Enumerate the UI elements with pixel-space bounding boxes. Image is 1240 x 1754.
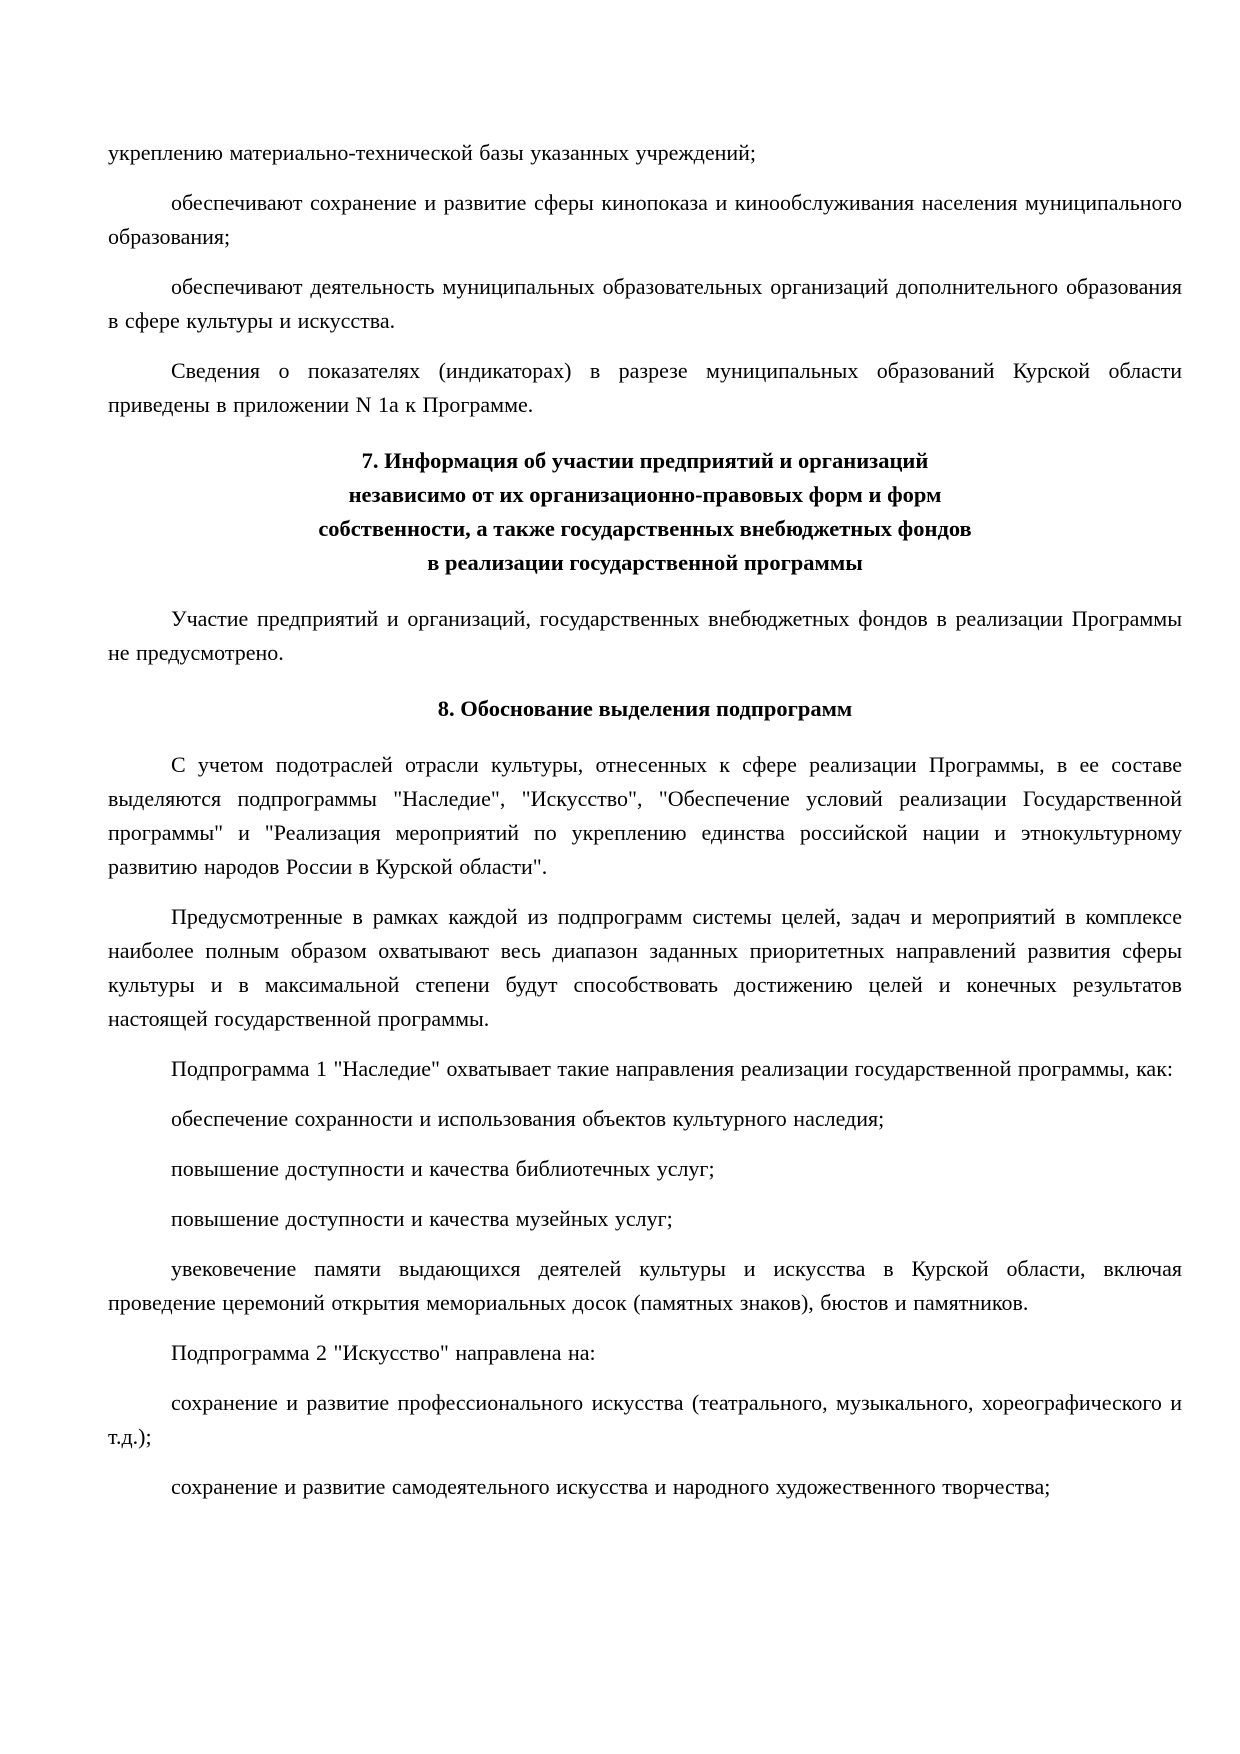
paragraph-participation-not-provided: Участие предприятий и организаций, государственных внебюджетных фондов в реализации Программы не предусмотрено. bbox=[108, 606, 1182, 665]
section-8-heading: 8. Обоснование выделения подпрограмм bbox=[437, 696, 853, 721]
paragraph-amateur-art-item: сохранение и развитие самодеятельного искусства и народного художественного творчества; bbox=[171, 1474, 1051, 1499]
paragraph-subprogram-2-art: Подпрограмма 2 "Искусство" направлена на: bbox=[171, 1340, 596, 1365]
section-7-heading-line-3: собственности, а также государственных внебюджетных фондов bbox=[318, 516, 972, 541]
paragraph-municipal-education: обеспечивают деятельность муниципальных образовательных организаций дополнительного образования в сфере культуры и искусства. bbox=[108, 274, 1182, 333]
section-7-heading-line-4: в реализации государственной программы bbox=[427, 550, 863, 575]
paragraph-memory-perpetuation: увековечение памяти выдающихся деятелей культуры и искусства в Курской области, включая проведение церемоний открытия мемориальных досок (памятных знаков), бюстов и памятников. bbox=[108, 1256, 1182, 1315]
section-7-heading bbox=[108, 444, 1182, 580]
paragraph-strengthening-material-base: укреплению материально-технической базы указанных учреждений; bbox=[108, 140, 757, 165]
section-7-heading-line-2: независимо от их организационно-правовых форм и форм bbox=[348, 482, 942, 507]
paragraph-indicators-annex: Сведения о показателях (индикаторах) в разрезе муниципальных образований Курской области приведены в приложении N 1а к Программе. bbox=[108, 358, 1182, 417]
section-7-heading-line-1: 7. Информация об участии предприятий и организаций bbox=[361, 448, 929, 473]
paragraph-cinema-services: обеспечивают сохранение и развитие сферы кинопоказа и кинообслуживания населения муниципального образования; bbox=[108, 190, 1182, 249]
paragraph-framework-goals: Предусмотренные в рамках каждой из подпрограмм системы целей, задач и мероприятий в комплексе наиболее полным образом охватывают весь диапазон заданных приоритетных направлений развития сферы культуры и в максимальной степени будут способствовать достижению целей и конечных результатов настоящей государственной программы. bbox=[108, 904, 1182, 1031]
paragraph-subprogram-1-heritage: Подпрограмма 1 "Наследие" охватывает такие направления реализации государственной программы, как: bbox=[171, 1056, 1173, 1081]
paragraph-heritage-preservation-item: обеспечение сохранности и использования объектов культурного наследия; bbox=[171, 1106, 885, 1131]
paragraph-subprograms-list: С учетом подотраслей отрасли культуры, отнесенных к сфере реализации Программы, в ее составе выделяются подпрограммы "Наследие", "Искусство", "Обеспечение условий реализации Государственной программы" и "Реализация мероприятий по укреплению единства российской нации и этнокультурному развитию народов России в Курской области". bbox=[108, 752, 1182, 879]
paragraph-professional-art-item: сохранение и развитие профессионального искусства (театрального, музыкального, хореографического и т.д.); bbox=[108, 1390, 1182, 1449]
paragraph-museum-services-item: повышение доступности и качества музейных услуг; bbox=[171, 1206, 673, 1231]
paragraph-library-services-item: повышение доступности и качества библиотечных услуг; bbox=[171, 1156, 715, 1181]
